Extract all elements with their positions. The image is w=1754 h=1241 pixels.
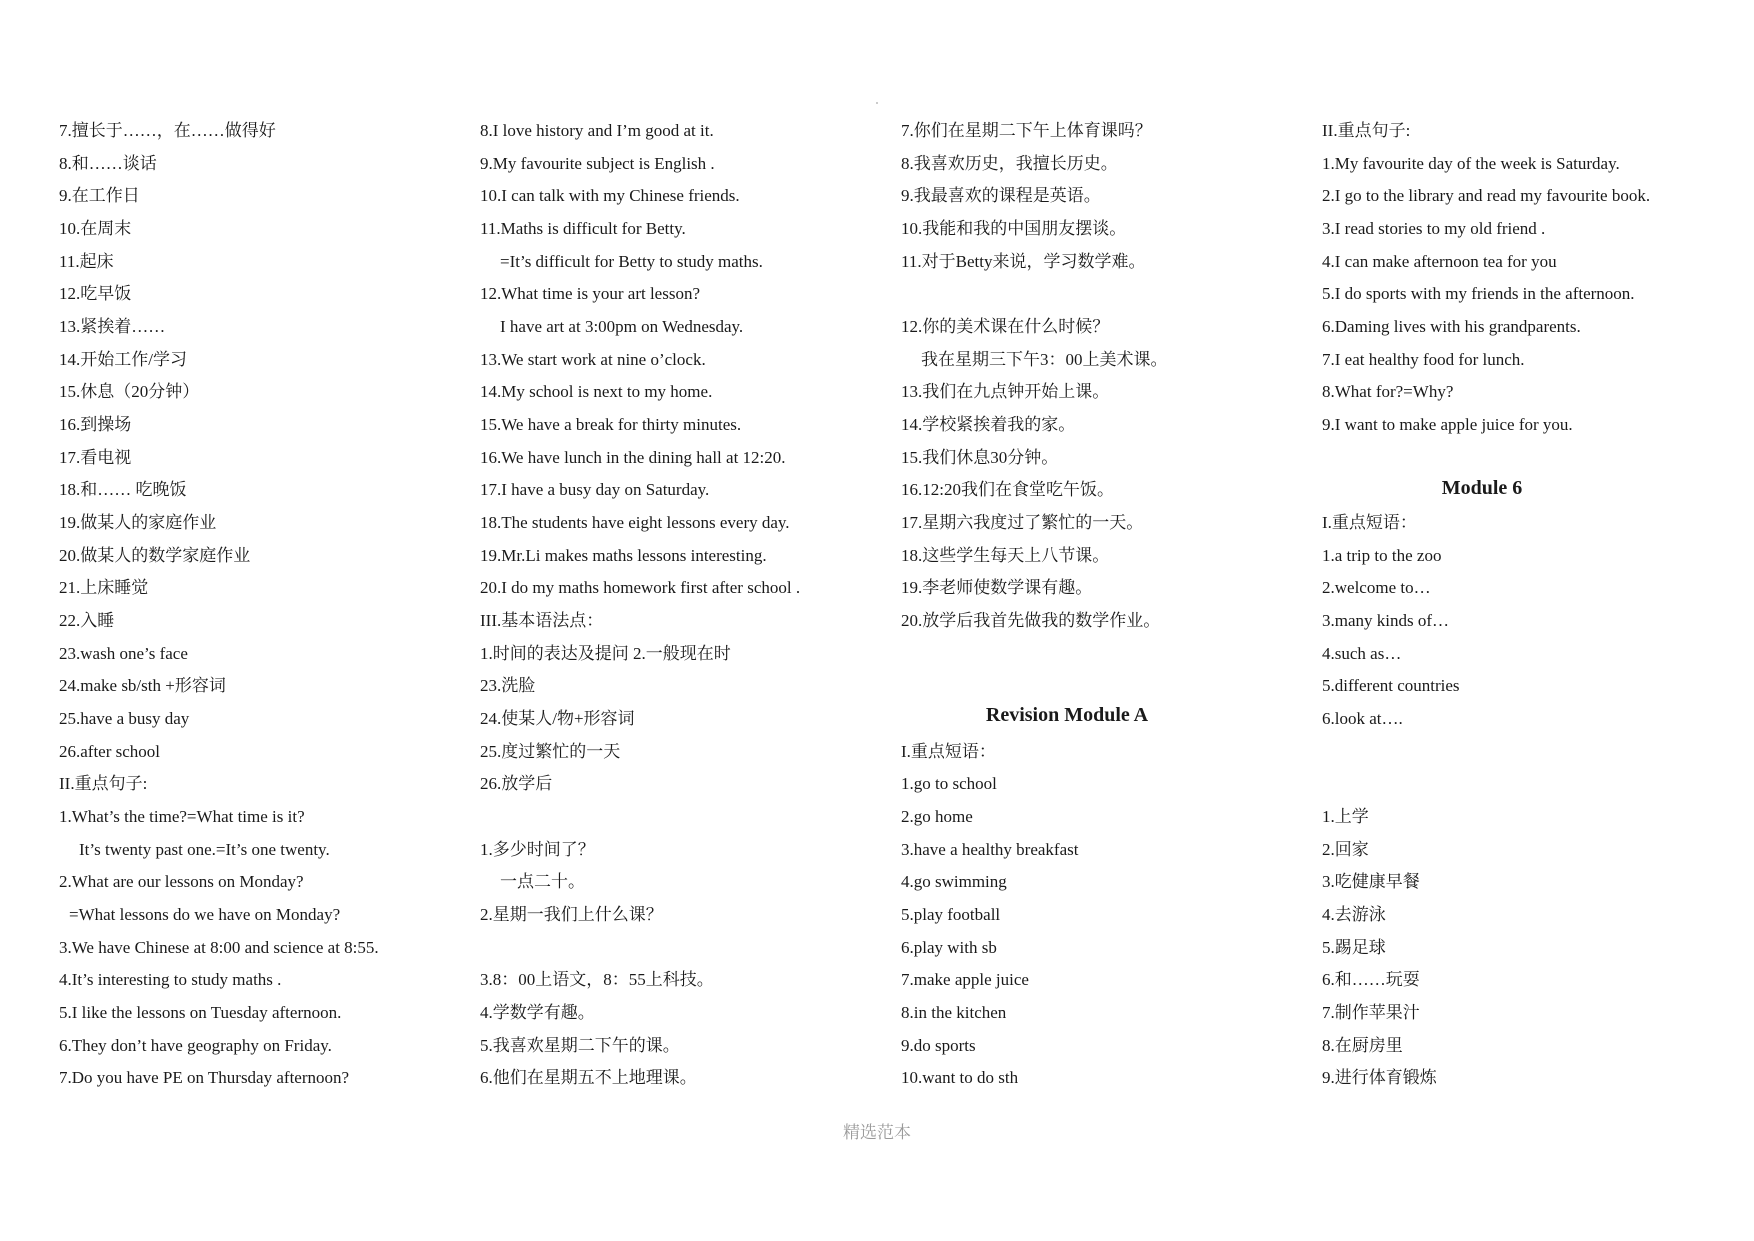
text-line: 一点二十。 (500, 872, 585, 891)
text-line: 12.What time is your art lesson? (480, 284, 701, 303)
text-line: 18.这些学生每天上八节课。 (901, 546, 1110, 565)
text-line: 5.different countries (1322, 676, 1460, 695)
text-line: 1.What’s the time?=What time is it? (59, 807, 305, 826)
text-line: 22.入睡 (59, 611, 115, 630)
column-3 (901, 0, 1301, 1241)
text-line: 24.make sb/sth +形容词 (59, 676, 226, 695)
text-line: 2.What are our lessons on Monday? (59, 872, 304, 891)
text-line: 3.I read stories to my old friend . (1322, 219, 1546, 238)
text-line: 6.和……玩耍 (1322, 970, 1420, 989)
section-label: II.重点句子: (59, 774, 148, 793)
text-line: 9.在工作日 (59, 186, 140, 205)
text-line: 26.放学后 (480, 774, 553, 793)
text-line: 1.go to school (901, 774, 997, 793)
text-line: It’s twenty past one.=It’s one twenty. (79, 840, 330, 859)
text-line: 2.welcome to… (1322, 578, 1431, 597)
text-line: 14.My school is next to my home. (480, 382, 713, 401)
text-line: 20.做某人的数学家庭作业 (59, 546, 251, 565)
text-line: 8.和……谈话 (59, 154, 157, 173)
text-line: 7.Do you have PE on Thursday afternoon? (59, 1068, 350, 1087)
text-line: 8.我喜欢历史，我擅长历史。 (901, 154, 1118, 173)
text-line: 2.回家 (1322, 840, 1369, 859)
revision-module-heading: Revision Module A (985, 704, 1149, 726)
text-line: 7.你们在星期二下午上体育课吗？ (901, 121, 1152, 140)
text-line: 6.play with sb (901, 938, 997, 957)
text-line: 10.want to do sth (901, 1068, 1019, 1087)
text-line: 6.They don’t have geography on Friday. (59, 1036, 332, 1055)
text-line: =What lessons do we have on Monday? (69, 905, 341, 924)
text-line: 20.I do my maths homework first after school . (480, 578, 801, 597)
text-line: 4.I can make afternoon tea for you (1322, 252, 1557, 271)
text-line: 10.在周末 (59, 219, 132, 238)
text-line: 5.I do sports with my friends in the afternoon. (1322, 284, 1635, 303)
text-line: 2.go home (901, 807, 973, 826)
column-2 (480, 0, 880, 1241)
section-label: I.重点短语： (901, 742, 996, 761)
text-line: 23.wash one’s face (59, 644, 188, 663)
module-6-heading: Module 6 (1441, 477, 1523, 499)
text-line: 9.My favourite subject is English . (480, 154, 715, 173)
text-line: 17.星期六我度过了繁忙的一天。 (901, 513, 1144, 532)
text-line: 12.吃早饭 (59, 284, 132, 303)
text-line: 3.吃健康早餐 (1322, 872, 1420, 891)
page-footer: 精选范本 (843, 1123, 911, 1143)
text-line: 26.after school (59, 742, 161, 761)
column-4 (1322, 0, 1742, 1241)
text-line: 2.I go to the library and read my favourite book. (1322, 186, 1651, 205)
text-line: 11.对于Betty来说，学习数学难。 (901, 252, 1146, 271)
text-line: 25.度过繁忙的一天 (480, 742, 621, 761)
text-line: =It’s difficult for Betty to study maths. (500, 252, 763, 271)
text-line: 16.12:20我们在食堂吃午饭。 (901, 480, 1114, 499)
text-line: 1.时间的表达及提问 2.一般现在时 (480, 644, 731, 663)
text-line: 19.做某人的家庭作业 (59, 513, 217, 532)
text-line: 9.do sports (901, 1036, 976, 1055)
text-line: 7.擅长于……，在……做得好 (59, 121, 276, 140)
text-line: 4.学数学有趣。 (480, 1003, 595, 1022)
text-line: 5.I like the lessons on Tuesday afternoon. (59, 1003, 342, 1022)
text-line: 4.去游泳 (1322, 905, 1386, 924)
text-line: 9.I want to make apple juice for you. (1322, 415, 1573, 434)
text-line: 3.have a healthy breakfast (901, 840, 1079, 859)
text-line: 10.I can talk with my Chinese friends. (480, 186, 740, 205)
text-line: 18.和…… 吃晚饭 (59, 480, 187, 499)
text-line: 3.many kinds of… (1322, 611, 1450, 630)
text-line: 8.在厨房里 (1322, 1036, 1403, 1055)
text-line: 11.Maths is difficult for Betty. (480, 219, 686, 238)
text-line: 18.The students have eight lessons every day. (480, 513, 790, 532)
text-line: 3.8：00上语文，8：55上科技。 (480, 970, 714, 989)
text-line: 13.紧挨着…… (59, 317, 166, 336)
text-line: 13.我们在九点钟开始上课。 (901, 382, 1110, 401)
text-line: 10.我能和我的中国朋友摆谈。 (901, 219, 1127, 238)
text-line: 19.Mr.Li makes maths lessons interesting. (480, 546, 767, 565)
text-line: 7.make apple juice (901, 970, 1029, 989)
text-line: 8.in the kitchen (901, 1003, 1007, 1022)
section-label: III.基本语法点： (480, 611, 604, 630)
text-line: 2.星期一我们上什么课？ (480, 905, 663, 924)
section-label: I.重点短语： (1322, 513, 1417, 532)
text-line: 5.play football (901, 905, 1001, 924)
text-line: 9.进行体育锻炼 (1322, 1068, 1437, 1087)
text-line: 8.I love history and I’m good at it. (480, 121, 714, 140)
text-line: 17.I have a busy day on Saturday. (480, 480, 710, 499)
text-line: 1.上学 (1322, 807, 1369, 826)
text-line: 1.多少时间了？ (480, 840, 595, 859)
text-line: 4.It’s interesting to study maths . (59, 970, 282, 989)
text-line: 7.I eat healthy food for lunch. (1322, 350, 1525, 369)
text-line: 6.look at…. (1322, 709, 1403, 728)
text-line: 11.起床 (59, 252, 114, 271)
text-line: 6.他们在星期五不上地理课。 (480, 1068, 697, 1087)
text-line: 14.开始工作/学习 (59, 350, 187, 369)
text-line: 24.使某人/物+形容词 (480, 709, 635, 728)
text-line: 23.洗脸 (480, 676, 536, 695)
text-line: 14.学校紧挨着我的家。 (901, 415, 1076, 434)
column-1 (59, 0, 449, 1241)
text-line: 19.李老师使数学课有趣。 (901, 578, 1093, 597)
text-line: 15.We have a break for thirty minutes. (480, 415, 742, 434)
text-line: 15.休息（20分钟） (59, 382, 200, 401)
text-line: 16.到操场 (59, 415, 132, 434)
text-line: 5.我喜欢星期二下午的课。 (480, 1036, 680, 1055)
text-line: 15.我们休息30分钟。 (901, 448, 1059, 467)
text-line: 9.我最喜欢的课程是英语。 (901, 186, 1101, 205)
text-line: 4.such as… (1322, 644, 1402, 663)
text-line: 1.My favourite day of the week is Saturday. (1322, 154, 1620, 173)
text-line: 1.a trip to the zoo (1322, 546, 1442, 565)
text-line: 3.We have Chinese at 8:00 and science at 8:55. (59, 938, 379, 957)
section-label: II.重点句子: (1322, 121, 1411, 140)
text-line: 7.制作苹果汁 (1322, 1003, 1420, 1022)
text-line: 13.We start work at nine o’clock. (480, 350, 706, 369)
text-line: 20.放学后我首先做我的数学作业。 (901, 611, 1161, 630)
text-line: 6.Daming lives with his grandparents. (1322, 317, 1581, 336)
text-line: 17.看电视 (59, 448, 132, 467)
text-line: 16.We have lunch in the dining hall at 12:20. (480, 448, 786, 467)
text-line: 8.What for?=Why? (1322, 382, 1454, 401)
text-line: 4.go swimming (901, 872, 1007, 891)
text-line: 我在星期三下午3：00上美术课。 (921, 350, 1168, 369)
text-line: I have art at 3:00pm on Wednesday. (500, 317, 744, 336)
text-line: 5.踢足球 (1322, 938, 1386, 957)
text-line: 25.have a busy day (59, 709, 190, 728)
text-line: 21.上床睡觉 (59, 578, 149, 597)
text-line: 12.你的美术课在什么时候？ (901, 317, 1110, 336)
